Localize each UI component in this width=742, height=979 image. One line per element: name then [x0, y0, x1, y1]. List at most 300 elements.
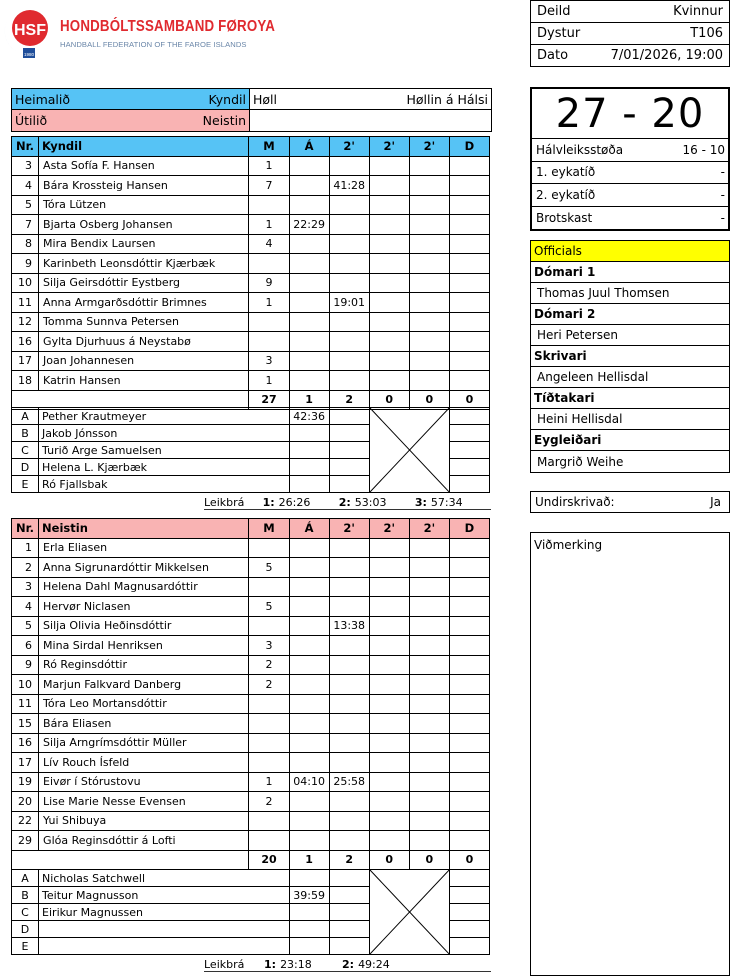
player-suspension-3 [409, 176, 449, 196]
player-suspension-2 [369, 792, 409, 812]
remarks-box [530, 532, 730, 976]
player-number: 15 [12, 714, 39, 734]
player-number: 20 [12, 792, 39, 812]
venue-cell [250, 89, 491, 110]
info-row-match [531, 22, 729, 44]
player-suspension-1: 19:01 [329, 293, 369, 313]
crossed-out-cell [369, 408, 449, 493]
col-warning: Á [289, 519, 329, 539]
away-team-name: Neistin [202, 113, 246, 128]
timeout-time: 49:24 [358, 958, 390, 971]
staff-name: Ró Fjallsbak [39, 476, 290, 493]
logo-subtitle: HANDBALL FEDERATION OF THE FAROE ISLANDS [60, 40, 247, 49]
player-number: 19 [12, 772, 39, 792]
col-suspension-3: 2' [409, 519, 449, 539]
player-disqualification [449, 195, 489, 215]
timeouts-label: Leikbrá [204, 958, 245, 971]
player-name: Ró Reginsdóttir [39, 655, 249, 675]
player-number: 11 [12, 694, 39, 714]
staff-suspension [329, 476, 369, 493]
player-name: Bára Krossteig Hansen [39, 176, 249, 196]
timeout-entry [264, 958, 342, 971]
player-name: Bjarta Osberg Johansen [39, 215, 249, 235]
player-suspension-2 [369, 694, 409, 714]
player-suspension-2 [369, 332, 409, 352]
official-name: Angeleen Hellisdal [531, 367, 729, 388]
signed-label: Undirskrivað: [535, 495, 615, 509]
staff-warning [289, 921, 329, 938]
timeout-number: 3: [414, 496, 427, 509]
total-d: 0 [449, 850, 489, 870]
score-row-penalties [532, 207, 728, 230]
player-disqualification [449, 176, 489, 196]
player-suspension-1 [329, 215, 369, 235]
staff-disqualification [449, 904, 489, 921]
player-suspension-2 [369, 195, 409, 215]
player-number: 7 [12, 215, 39, 235]
staff-name: Pether Krautmeyer [39, 408, 290, 425]
player-warning [289, 636, 329, 656]
player-suspension-3 [409, 616, 449, 636]
player-suspension-1 [329, 675, 369, 695]
player-suspension-2 [369, 293, 409, 313]
player-suspension-1: 41:28 [329, 176, 369, 196]
player-row [12, 831, 490, 851]
player-warning [289, 811, 329, 831]
player-warning [289, 792, 329, 812]
totals-spacer [12, 850, 39, 870]
staff-letter: A [12, 408, 39, 425]
player-number: 22 [12, 811, 39, 831]
player-goals: 2 [249, 792, 289, 812]
signed-box [530, 491, 730, 513]
cross-icon [370, 870, 449, 954]
player-suspension-1 [329, 636, 369, 656]
player-name: Yui Shibuya [39, 811, 249, 831]
player-warning [289, 831, 329, 851]
player-suspension-1: 13:38 [329, 616, 369, 636]
player-suspension-3 [409, 772, 449, 792]
player-suspension-3 [409, 273, 449, 293]
player-goals: 7 [249, 176, 289, 196]
staff-disqualification [449, 408, 489, 425]
signed-value: Ja [710, 495, 721, 509]
staff-disqualification [449, 887, 489, 904]
player-row [12, 675, 490, 695]
player-suspension-1 [329, 254, 369, 274]
official-name: Heini Hellisdal [531, 409, 729, 430]
player-suspension-2 [369, 176, 409, 196]
player-warning [289, 597, 329, 617]
total-d: 0 [449, 390, 489, 410]
player-warning [289, 538, 329, 558]
official-name: Heri Petersen [531, 325, 729, 346]
player-name: Silja Olivia Heðinsdóttir [39, 616, 249, 636]
total-s3: 0 [409, 390, 449, 410]
player-suspension-2 [369, 616, 409, 636]
score-row-halftime [532, 139, 728, 162]
player-name: Silja Geirsdóttir Eystberg [39, 273, 249, 293]
score-value: - [720, 165, 725, 180]
player-suspension-3 [409, 597, 449, 617]
score-row-extra1 [532, 162, 728, 185]
player-suspension-3 [409, 733, 449, 753]
player-row [12, 254, 490, 274]
score-label: 1. eykatíð [536, 165, 596, 180]
player-number: 10 [12, 273, 39, 293]
player-goals [249, 312, 289, 332]
away-players-table [11, 518, 490, 870]
player-row [12, 312, 490, 332]
player-name: Katrin Hansen [39, 371, 249, 391]
player-disqualification [449, 597, 489, 617]
player-warning [289, 273, 329, 293]
staff-warning [289, 870, 329, 887]
player-suspension-3 [409, 811, 449, 831]
staff-letter: D [12, 921, 39, 938]
player-suspension-1 [329, 371, 369, 391]
player-suspension-3 [409, 577, 449, 597]
staff-warning [289, 425, 329, 442]
home-timeouts [204, 495, 491, 510]
staff-disqualification [449, 870, 489, 887]
player-disqualification [449, 792, 489, 812]
player-name: Erla Eliasen [39, 538, 249, 558]
remarks-label: Viðmerking [534, 538, 603, 552]
player-row [12, 156, 490, 176]
player-number: 3 [12, 156, 39, 176]
staff-suspension [329, 938, 369, 955]
venue-name: Høllin á Hálsi [406, 91, 488, 107]
timeout-time: 53:03 [354, 496, 387, 509]
staff-suspension [329, 870, 369, 887]
player-suspension-1 [329, 753, 369, 773]
timeout-time: 23:18 [280, 958, 312, 971]
staff-letter: C [12, 442, 39, 459]
player-number: 17 [12, 351, 39, 371]
player-disqualification [449, 234, 489, 254]
staff-warning [289, 938, 329, 955]
player-row [12, 332, 490, 352]
player-name: Glóa Reginsdóttir á Lofti [39, 831, 249, 851]
staff-disqualification [449, 442, 489, 459]
score-label: Brotskast [536, 210, 593, 225]
player-suspension-1 [329, 558, 369, 578]
staff-letter: D [12, 459, 39, 476]
timeout-time: 57:34 [430, 496, 463, 509]
col-suspension-2: 2' [369, 519, 409, 539]
player-suspension-2 [369, 215, 409, 235]
player-suspension-3 [409, 792, 449, 812]
player-goals: 4 [249, 234, 289, 254]
player-suspension-1 [329, 195, 369, 215]
staff-disqualification [449, 476, 489, 493]
timeout-number: 1: [262, 496, 275, 509]
player-suspension-2 [369, 254, 409, 274]
staff-suspension [329, 408, 369, 425]
player-number: 18 [12, 371, 39, 391]
away-label: Útilið [15, 113, 48, 128]
player-suspension-1 [329, 831, 369, 851]
player-name: Joan Johannesen [39, 351, 249, 371]
col-disqualification: D [449, 519, 489, 539]
player-disqualification [449, 538, 489, 558]
staff-suspension [329, 921, 369, 938]
player-name: Tóra Lützen [39, 195, 249, 215]
staff-row [12, 408, 490, 425]
player-goals [249, 538, 289, 558]
player-suspension-2 [369, 714, 409, 734]
total-a: 1 [289, 850, 329, 870]
player-disqualification [449, 616, 489, 636]
player-number: 16 [12, 733, 39, 753]
staff-disqualification [449, 425, 489, 442]
col-nr: Nr. [12, 137, 39, 157]
staff-disqualification [449, 938, 489, 955]
player-disqualification [449, 577, 489, 597]
staff-warning [289, 442, 329, 459]
player-suspension-2 [369, 811, 409, 831]
player-number: 8 [12, 234, 39, 254]
player-goals [249, 733, 289, 753]
player-suspension-3 [409, 558, 449, 578]
timeout-number: 2: [342, 958, 355, 971]
staff-suspension [329, 887, 369, 904]
total-s2: 0 [369, 390, 409, 410]
player-suspension-2 [369, 577, 409, 597]
officials-box [530, 240, 730, 473]
player-row [12, 733, 490, 753]
timeout-number: 1: [264, 958, 277, 971]
player-name: Anna Armgarðsdóttir Brimnes [39, 293, 249, 313]
player-warning [289, 293, 329, 313]
hsf-emblem-icon [4, 6, 54, 60]
player-suspension-1 [329, 312, 369, 332]
home-team-name: Kyndil [208, 91, 246, 107]
col-warning: Á [289, 137, 329, 157]
player-goals [249, 694, 289, 714]
player-name: Eivør í Stórustovu [39, 772, 249, 792]
player-goals: 9 [249, 273, 289, 293]
player-number: 9 [12, 655, 39, 675]
staff-name [39, 938, 290, 955]
official-role: Skrivari [531, 346, 729, 367]
player-goals: 3 [249, 351, 289, 371]
svg-text:HSF: HSF [14, 22, 46, 39]
staff-row [12, 870, 490, 887]
player-row [12, 176, 490, 196]
col-team-name: Neistin [39, 519, 249, 539]
staff-warning: 39:59 [289, 887, 329, 904]
home-label: Heimalið [15, 91, 70, 107]
player-goals: 5 [249, 597, 289, 617]
player-warning: 04:10 [289, 772, 329, 792]
info-label: Dato [537, 48, 569, 63]
player-row [12, 694, 490, 714]
player-row [12, 371, 490, 391]
venue-short: Høll [253, 91, 277, 107]
away-team-cell [12, 110, 250, 131]
final-score: 27 - 20 [532, 89, 728, 139]
player-suspension-1: 25:58 [329, 772, 369, 792]
player-disqualification [449, 351, 489, 371]
player-name: Asta Sofía F. Hansen [39, 156, 249, 176]
player-goals: 1 [249, 371, 289, 391]
player-name: Hervør Niclasen [39, 597, 249, 617]
player-warning [289, 675, 329, 695]
player-number: 11 [12, 293, 39, 313]
player-name: Mira Bendix Laursen [39, 234, 249, 254]
player-disqualification [449, 772, 489, 792]
player-warning [289, 195, 329, 215]
player-name: Marjun Falkvard Danberg [39, 675, 249, 695]
player-name: Tóra Leo Mortansdóttir [39, 694, 249, 714]
player-warning [289, 234, 329, 254]
timeout-entry [263, 496, 339, 509]
player-row [12, 215, 490, 235]
player-disqualification [449, 831, 489, 851]
player-warning [289, 332, 329, 352]
player-name: Lív Rouch Ísfeld [39, 753, 249, 773]
player-goals: 5 [249, 558, 289, 578]
player-suspension-2 [369, 831, 409, 851]
staff-suspension [329, 442, 369, 459]
staff-name: Turið Arge Samuelsen [39, 442, 290, 459]
player-warning [289, 616, 329, 636]
player-disqualification [449, 675, 489, 695]
player-suspension-1 [329, 332, 369, 352]
crossed-out-cell [369, 870, 449, 955]
player-suspension-2 [369, 538, 409, 558]
score-value: - [720, 187, 725, 202]
player-warning [289, 254, 329, 274]
total-a: 1 [289, 390, 329, 410]
score-value: 16 - 10 [682, 142, 725, 157]
player-disqualification [449, 558, 489, 578]
player-disqualification [449, 293, 489, 313]
player-goals [249, 332, 289, 352]
player-row [12, 577, 490, 597]
home-staff-table [11, 407, 490, 493]
player-goals [249, 811, 289, 831]
player-suspension-3 [409, 655, 449, 675]
player-number: 3 [12, 577, 39, 597]
player-row [12, 753, 490, 773]
player-number: 1 [12, 538, 39, 558]
player-number: 16 [12, 332, 39, 352]
col-nr: Nr. [12, 519, 39, 539]
player-row [12, 616, 490, 636]
player-disqualification [449, 215, 489, 235]
player-name: Karinbeth Leonsdóttir Kjærbæk [39, 254, 249, 274]
totals-spacer [39, 850, 249, 870]
player-suspension-1 [329, 156, 369, 176]
player-row [12, 273, 490, 293]
player-number: 4 [12, 597, 39, 617]
player-name: Helena Dahl Magnusardóttir [39, 577, 249, 597]
empty-cell [250, 110, 491, 131]
player-suspension-1 [329, 792, 369, 812]
player-suspension-3 [409, 156, 449, 176]
timeout-number: 2: [338, 496, 351, 509]
col-goals: M [249, 519, 289, 539]
info-label: Dystur [537, 26, 581, 41]
player-row [12, 597, 490, 617]
player-disqualification [449, 733, 489, 753]
player-suspension-2 [369, 753, 409, 773]
player-warning [289, 176, 329, 196]
staff-letter: E [12, 938, 39, 955]
player-warning [289, 753, 329, 773]
col-suspension-2: 2' [369, 137, 409, 157]
player-name: Mina Sirdal Henriksen [39, 636, 249, 656]
player-goals: 1 [249, 772, 289, 792]
player-suspension-3 [409, 234, 449, 254]
player-row [12, 558, 490, 578]
player-warning [289, 655, 329, 675]
player-disqualification [449, 371, 489, 391]
player-row [12, 636, 490, 656]
player-row [12, 195, 490, 215]
staff-letter: C [12, 904, 39, 921]
player-warning [289, 312, 329, 332]
staff-name: Helena L. Kjærbæk [39, 459, 290, 476]
player-warning: 22:29 [289, 215, 329, 235]
player-disqualification [449, 714, 489, 734]
player-warning [289, 558, 329, 578]
official-role: Eygleiðari [531, 430, 729, 451]
staff-letter: A [12, 870, 39, 887]
player-suspension-1 [329, 351, 369, 371]
staff-letter: E [12, 476, 39, 493]
home-team-cell [12, 89, 250, 110]
player-suspension-2 [369, 597, 409, 617]
player-row [12, 792, 490, 812]
player-warning [289, 577, 329, 597]
player-number: 4 [12, 176, 39, 196]
staff-letter: B [12, 887, 39, 904]
staff-name [39, 921, 290, 938]
player-row [12, 234, 490, 254]
player-disqualification [449, 655, 489, 675]
official-role: Dómari 2 [531, 304, 729, 325]
player-name: Gylta Djurhuus á Neystabø [39, 332, 249, 352]
player-suspension-2 [369, 733, 409, 753]
player-suspension-3 [409, 371, 449, 391]
player-suspension-2 [369, 655, 409, 675]
info-value: Kvinnur [673, 4, 723, 19]
player-number: 12 [12, 312, 39, 332]
staff-disqualification [449, 921, 489, 938]
total-m: 20 [249, 850, 289, 870]
staff-name: Jakob Jónsson [39, 425, 290, 442]
player-suspension-2 [369, 156, 409, 176]
staff-suspension [329, 459, 369, 476]
player-disqualification [449, 753, 489, 773]
player-suspension-3 [409, 675, 449, 695]
logo-title: HONDBÓLTSSAMBAND FØROYA [60, 18, 276, 35]
player-name: Bára Eliasen [39, 714, 249, 734]
player-suspension-3 [409, 636, 449, 656]
player-suspension-1 [329, 811, 369, 831]
teams-header [11, 88, 492, 132]
player-name: Anna Sigrunardóttir Mikkelsen [39, 558, 249, 578]
player-suspension-2 [369, 636, 409, 656]
federation-logo [4, 6, 276, 60]
staff-warning [289, 459, 329, 476]
total-s1: 2 [329, 390, 369, 410]
player-row [12, 293, 490, 313]
